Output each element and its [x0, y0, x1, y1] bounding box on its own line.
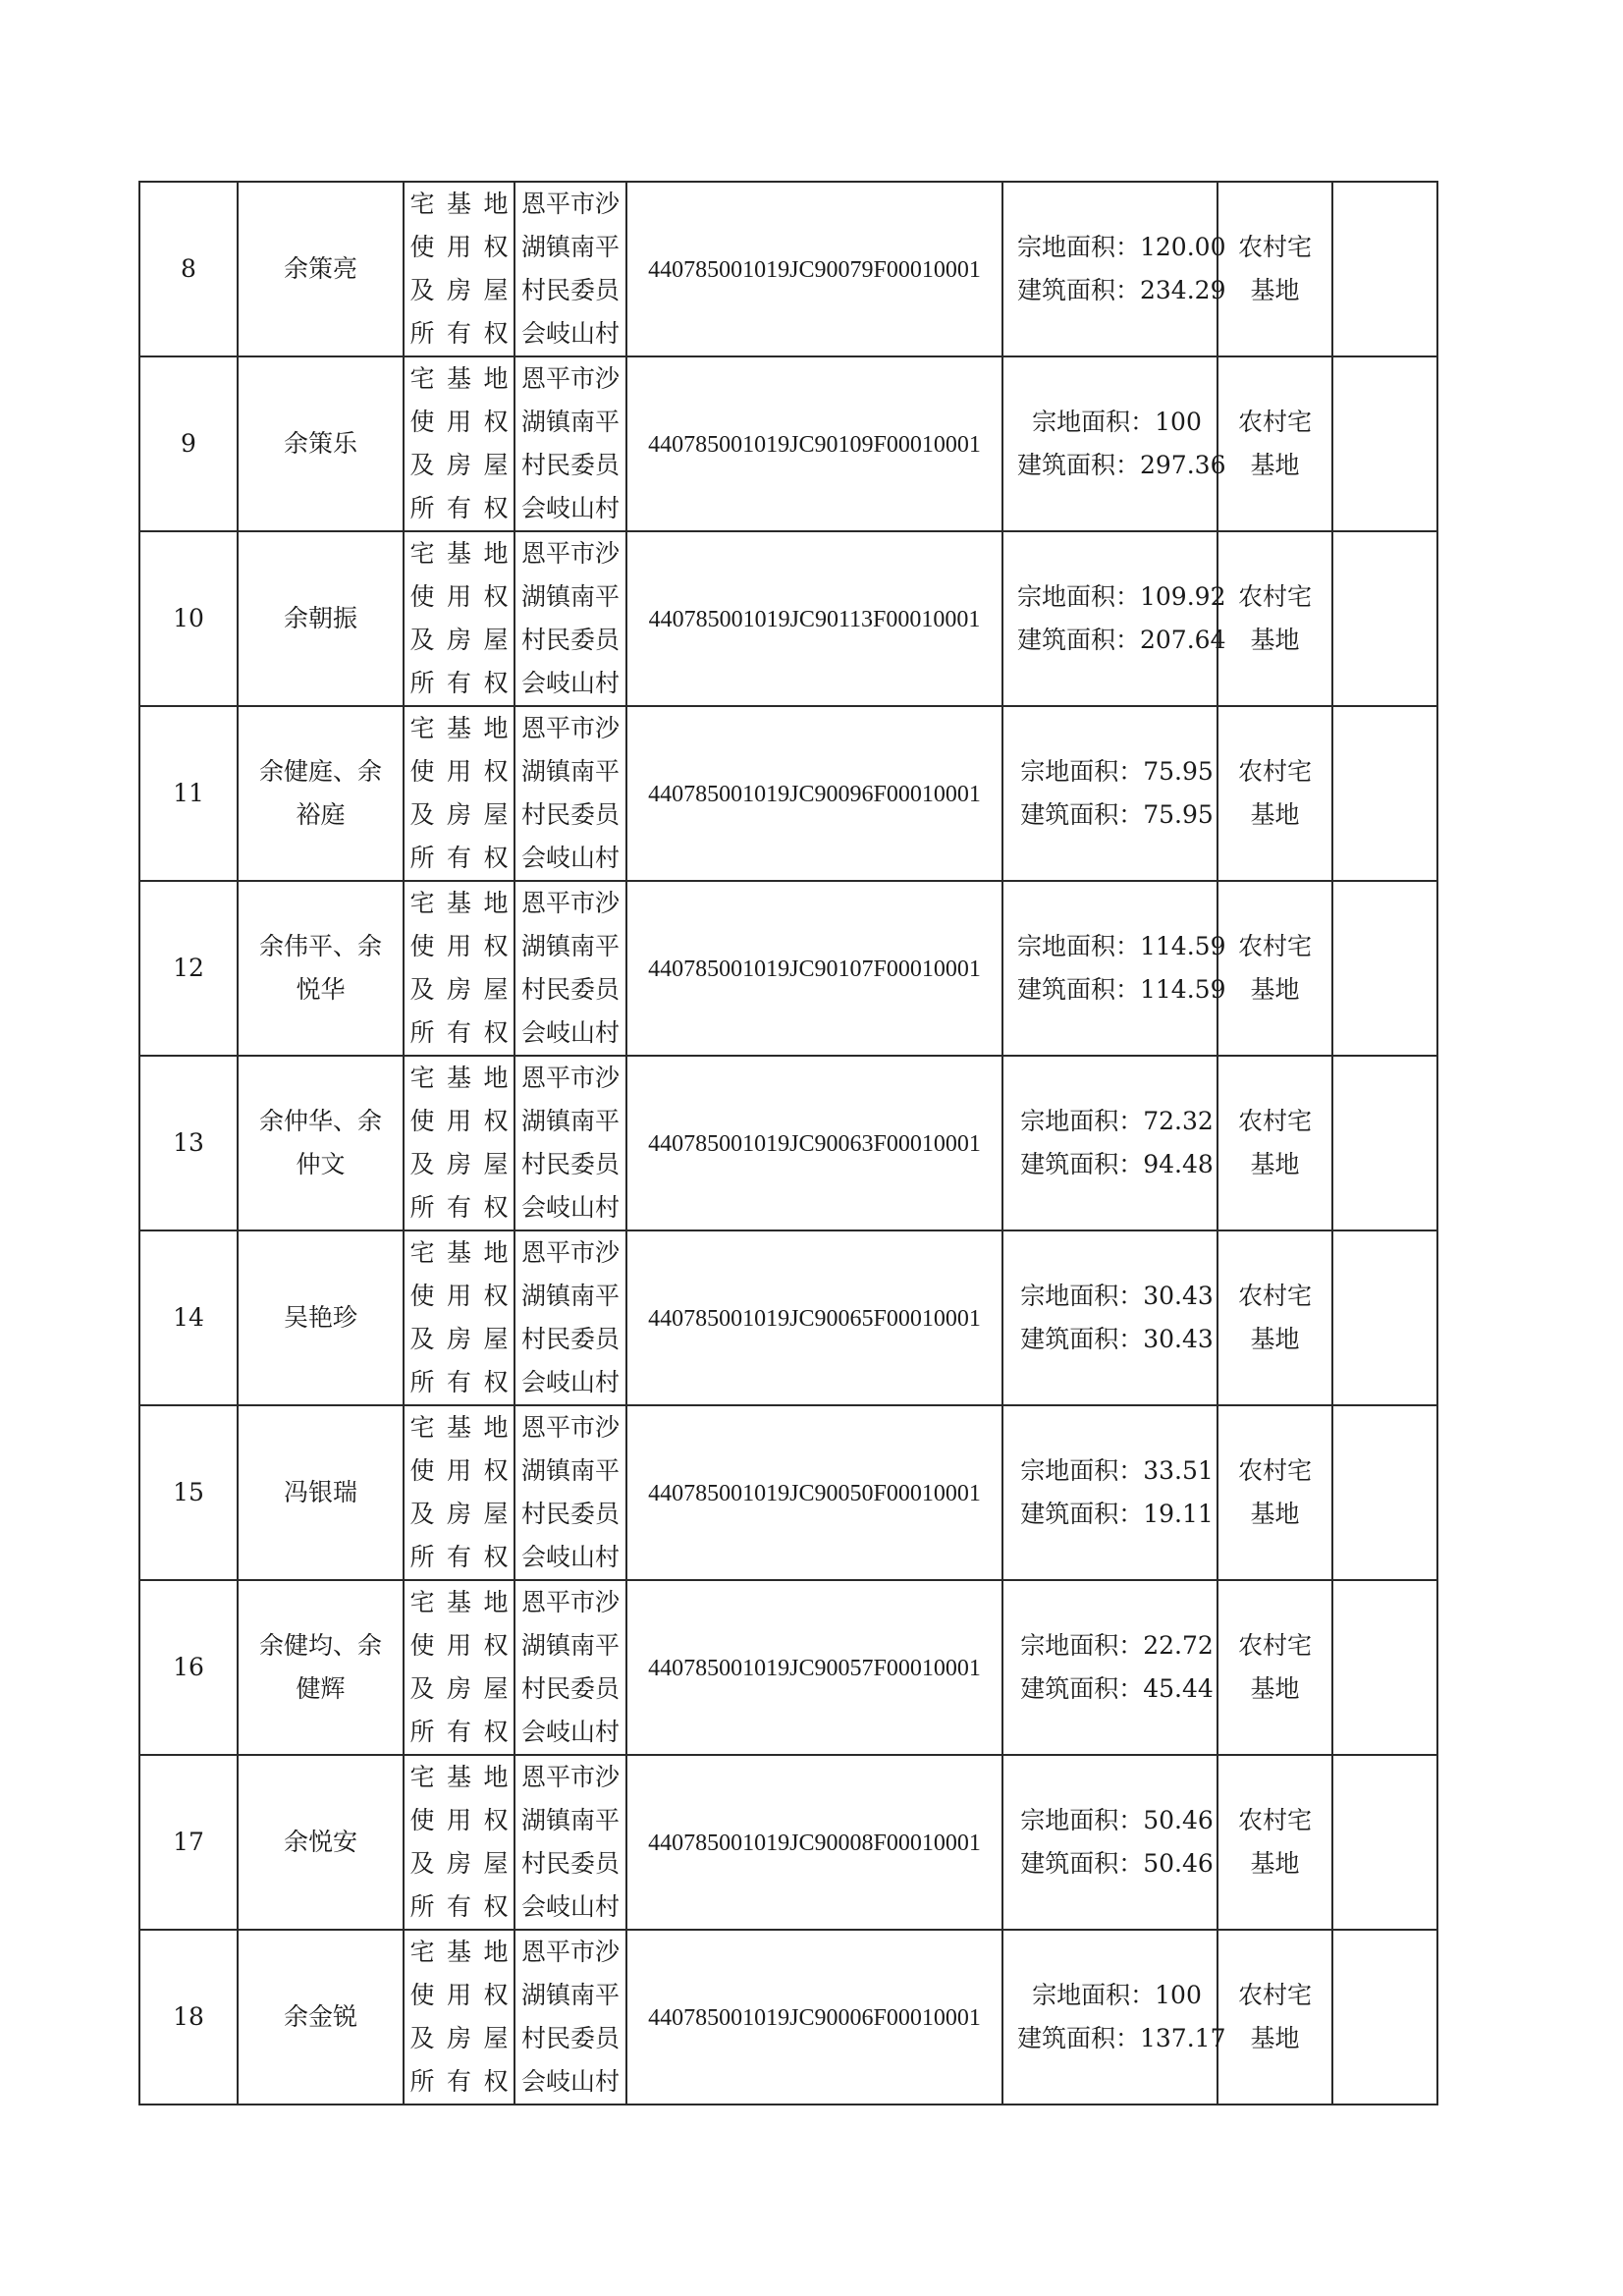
unit-code-cell — [626, 881, 1002, 1056]
land-use-line: 农村宅 — [1237, 582, 1312, 611]
owner-name-cell — [238, 531, 404, 706]
right-type-text — [410, 882, 509, 1055]
right-type-text — [410, 1756, 509, 1929]
land-use-cell — [1217, 1056, 1332, 1230]
location-text — [521, 1756, 620, 1929]
right-type-line: 宅基地 — [409, 889, 509, 917]
serial-number-cell — [139, 182, 238, 356]
location-cell — [514, 531, 626, 706]
serial-number: 10 — [173, 604, 204, 632]
owner-name-line: 余伟平、余 — [258, 932, 382, 960]
land-area: 宗地面积：120.00 — [1017, 233, 1226, 261]
right-type-text — [410, 1931, 509, 2104]
table-row — [139, 1056, 1437, 1230]
remark-cell — [1332, 1056, 1437, 1230]
unit-code-cell — [626, 1930, 1002, 2105]
location-cell — [514, 1930, 626, 2105]
area-cell — [1002, 1755, 1217, 1930]
right-type-text — [410, 1057, 509, 1230]
right-type-line: 宅基地 — [409, 714, 509, 742]
unit-code: 440785001019JC90057F00010001 — [648, 1655, 981, 1681]
owner-name-line: 余仲华、余 — [258, 1107, 382, 1135]
land-use-cell — [1217, 1755, 1332, 1930]
land-area: 宗地面积：75.95 — [1020, 757, 1214, 786]
owner-name-cell — [238, 1580, 404, 1755]
unit-code-cell — [626, 706, 1002, 881]
land-area: 宗地面积：50.46 — [1020, 1806, 1214, 1834]
right-type-line: 所有权 — [409, 669, 509, 697]
building-area: 建筑面积：94.48 — [1020, 1150, 1214, 1178]
area-cell — [1002, 1230, 1217, 1405]
right-type-line: 及房屋 — [409, 1849, 509, 1878]
unit-code-cell — [626, 1230, 1002, 1405]
owner-name-cell — [238, 881, 404, 1056]
building-area: 建筑面积：114.59 — [1017, 975, 1226, 1004]
location-text — [521, 1406, 620, 1579]
right-type-line: 及房屋 — [409, 451, 509, 479]
unit-code: 440785001019JC90107F00010001 — [648, 956, 981, 982]
serial-number: 9 — [181, 429, 196, 458]
location-line: 恩平市沙 — [521, 539, 621, 568]
right-type-line: 宅基地 — [409, 190, 509, 218]
right-type-cell — [404, 356, 514, 531]
land-use-cell — [1217, 531, 1332, 706]
remark-cell — [1332, 1405, 1437, 1580]
location-text — [521, 1231, 620, 1404]
unit-code: 440785001019JC90079F00010001 — [648, 256, 981, 283]
serial-number: 16 — [173, 1653, 204, 1681]
right-type-line: 所有权 — [409, 1193, 509, 1222]
owner-name-line: 悦华 — [296, 975, 346, 1004]
right-type-text — [410, 1406, 509, 1579]
right-type-line: 所有权 — [409, 1543, 509, 1571]
table-row — [139, 182, 1437, 356]
building-area: 建筑面积：50.46 — [1020, 1849, 1214, 1878]
land-use-line: 基地 — [1250, 1674, 1300, 1703]
right-type-line: 所有权 — [409, 1892, 509, 1921]
owner-name-cell — [238, 1755, 404, 1930]
location-line: 会岐山村 — [521, 844, 621, 872]
table-row — [139, 531, 1437, 706]
property-rights-table — [138, 181, 1438, 2105]
right-type-text — [410, 183, 509, 355]
right-type-text — [410, 357, 509, 530]
location-line: 会岐山村 — [521, 2067, 621, 2096]
right-type-line: 宅基地 — [409, 364, 509, 393]
owner-name-line: 余朝振 — [283, 604, 357, 632]
unit-code: 440785001019JC90109F00010001 — [648, 431, 981, 458]
land-area: 宗地面积：114.59 — [1017, 932, 1226, 960]
location-line: 恩平市沙 — [521, 190, 621, 218]
location-line: 村民委员 — [521, 800, 621, 829]
serial-number-cell — [139, 1930, 238, 2105]
location-cell — [514, 1230, 626, 1405]
right-type-line: 所有权 — [409, 2067, 509, 2096]
land-use-line: 基地 — [1250, 626, 1300, 654]
right-type-line: 所有权 — [409, 844, 509, 872]
right-type-line: 使用权 — [409, 1456, 509, 1485]
unit-code: 440785001019JC90065F00010001 — [648, 1305, 981, 1332]
location-line: 村民委员 — [521, 276, 621, 304]
location-line: 村民委员 — [521, 975, 621, 1004]
location-cell — [514, 1056, 626, 1230]
location-line: 恩平市沙 — [521, 1588, 621, 1616]
location-line: 湖镇南平 — [521, 1282, 621, 1310]
table-row — [139, 881, 1437, 1056]
right-type-text — [410, 1581, 509, 1754]
owner-name-line: 仲文 — [296, 1150, 346, 1178]
table-body — [139, 182, 1437, 2105]
land-use-line: 农村宅 — [1237, 1806, 1312, 1834]
land-use-line: 农村宅 — [1237, 1456, 1312, 1485]
right-type-cell — [404, 1405, 514, 1580]
remark-cell — [1332, 1755, 1437, 1930]
location-line: 村民委员 — [521, 1325, 621, 1353]
area-cell — [1002, 531, 1226, 706]
area-cell — [1002, 706, 1217, 881]
location-text — [521, 707, 620, 880]
area-cell — [1002, 1580, 1217, 1755]
building-area: 建筑面积：207.64 — [1017, 626, 1226, 654]
serial-number: 13 — [173, 1128, 204, 1157]
owner-name-line: 余悦安 — [283, 1828, 357, 1856]
location-line: 村民委员 — [521, 451, 621, 479]
land-use-cell — [1217, 1405, 1332, 1580]
remark-cell — [1332, 1930, 1437, 2105]
serial-number-cell — [139, 1056, 238, 1230]
right-type-cell — [404, 706, 514, 881]
remark-cell — [1332, 881, 1437, 1056]
right-type-text — [410, 532, 509, 705]
location-text — [521, 882, 620, 1055]
right-type-line: 所有权 — [409, 319, 509, 348]
owner-name-line: 裕庭 — [296, 800, 346, 829]
table-row — [139, 1755, 1437, 1930]
unit-code-cell — [626, 182, 1002, 356]
location-cell — [514, 1580, 626, 1755]
right-type-line: 及房屋 — [409, 1325, 509, 1353]
serial-number-cell — [139, 1755, 238, 1930]
right-type-line: 及房屋 — [409, 1500, 509, 1528]
land-use-line: 基地 — [1250, 800, 1300, 829]
serial-number: 17 — [173, 1828, 204, 1856]
land-use-line: 农村宅 — [1237, 1282, 1312, 1310]
table-row — [139, 1405, 1437, 1580]
owner-name-cell — [238, 356, 404, 531]
serial-number-cell — [139, 531, 238, 706]
serial-number-cell — [139, 1405, 238, 1580]
location-line: 村民委员 — [521, 1674, 621, 1703]
area-cell — [1002, 1405, 1217, 1580]
land-use-cell — [1217, 1580, 1332, 1755]
land-area: 宗地面积：109.92 — [1017, 582, 1226, 611]
area-cell — [1002, 182, 1226, 356]
right-type-line: 使用权 — [409, 1806, 509, 1834]
remark-cell — [1332, 182, 1437, 356]
right-type-cell — [404, 1755, 514, 1930]
land-use-line: 基地 — [1250, 1500, 1300, 1528]
land-use-cell — [1217, 1230, 1332, 1405]
serial-number-cell — [139, 1580, 238, 1755]
table-row — [139, 356, 1437, 531]
area-cell — [1002, 1056, 1217, 1230]
right-type-line: 宅基地 — [409, 1064, 509, 1092]
land-use-cell — [1217, 881, 1332, 1056]
land-area: 宗地面积：30.43 — [1020, 1282, 1214, 1310]
building-area: 建筑面积：137.17 — [1017, 2024, 1226, 2052]
location-line: 湖镇南平 — [521, 582, 621, 611]
unit-code-cell — [626, 531, 1002, 706]
building-area: 建筑面积：19.11 — [1020, 1500, 1214, 1528]
location-cell — [514, 182, 626, 356]
owner-name-cell — [238, 1930, 404, 2105]
location-text — [521, 532, 620, 705]
owner-name-cell — [238, 1056, 404, 1230]
right-type-line: 及房屋 — [409, 800, 509, 829]
table-row — [139, 1930, 1437, 2105]
location-line: 恩平市沙 — [521, 1238, 621, 1267]
land-use-cell — [1217, 182, 1332, 356]
right-type-line: 宅基地 — [409, 1413, 509, 1442]
land-area: 宗地面积：22.72 — [1020, 1631, 1214, 1660]
location-line: 湖镇南平 — [521, 1806, 621, 1834]
remark-cell — [1332, 531, 1437, 706]
location-line: 村民委员 — [521, 1849, 621, 1878]
building-area: 建筑面积：297.36 — [1017, 451, 1226, 479]
location-line: 湖镇南平 — [521, 408, 621, 436]
location-line: 会岐山村 — [521, 319, 621, 348]
right-type-line: 使用权 — [409, 408, 509, 436]
table-row — [139, 706, 1437, 881]
right-type-cell — [404, 182, 514, 356]
location-text — [521, 1931, 620, 2104]
owner-name-line: 健辉 — [296, 1674, 346, 1703]
owner-name-line: 余策亮 — [283, 254, 357, 283]
unit-code-cell — [626, 1056, 1002, 1230]
unit-code-cell — [626, 1405, 1002, 1580]
building-area: 建筑面积：75.95 — [1020, 800, 1214, 829]
right-type-line: 所有权 — [409, 494, 509, 522]
land-use-line: 基地 — [1250, 975, 1300, 1004]
owner-name-cell — [238, 706, 404, 881]
serial-number-cell — [139, 881, 238, 1056]
right-type-line: 宅基地 — [409, 1588, 509, 1616]
right-type-line: 宅基地 — [409, 1763, 509, 1791]
location-line: 会岐山村 — [521, 1193, 621, 1222]
location-line: 湖镇南平 — [521, 1631, 621, 1660]
right-type-line: 使用权 — [409, 1631, 509, 1660]
unit-code: 440785001019JC90096F00010001 — [648, 781, 981, 807]
location-text — [521, 357, 620, 530]
location-line: 恩平市沙 — [521, 1064, 621, 1092]
right-type-line: 及房屋 — [409, 276, 509, 304]
remark-cell — [1332, 1230, 1437, 1405]
right-type-line: 及房屋 — [409, 1674, 509, 1703]
location-line: 恩平市沙 — [521, 1938, 621, 1966]
right-type-cell — [404, 531, 514, 706]
right-type-line: 及房屋 — [409, 626, 509, 654]
location-line: 湖镇南平 — [521, 757, 621, 786]
right-type-text — [410, 1231, 509, 1404]
serial-number: 11 — [173, 779, 204, 807]
owner-name-line: 余健庭、余 — [258, 757, 382, 786]
right-type-line: 宅基地 — [409, 539, 509, 568]
unit-code: 440785001019JC90006F00010001 — [648, 2004, 981, 2031]
land-use-line: 农村宅 — [1237, 932, 1312, 960]
land-area: 宗地面积：100 — [1032, 1981, 1202, 2009]
location-line: 湖镇南平 — [521, 1981, 621, 2009]
location-cell — [514, 881, 626, 1056]
land-use-line: 基地 — [1250, 1150, 1300, 1178]
location-line: 恩平市沙 — [521, 364, 621, 393]
right-type-line: 所有权 — [409, 1368, 509, 1396]
right-type-line: 及房屋 — [409, 1150, 509, 1178]
location-line: 会岐山村 — [521, 1368, 621, 1396]
land-area: 宗地面积：33.51 — [1020, 1456, 1214, 1485]
location-line: 村民委员 — [521, 1150, 621, 1178]
building-area: 建筑面积：30.43 — [1020, 1325, 1214, 1353]
owner-name-cell — [238, 1405, 404, 1580]
owner-name-line: 余金锐 — [283, 2002, 357, 2031]
owner-name-line: 余策乐 — [283, 429, 357, 458]
location-line: 湖镇南平 — [521, 1107, 621, 1135]
location-line: 湖镇南平 — [521, 1456, 621, 1485]
land-use-line: 农村宅 — [1237, 1981, 1312, 2009]
right-type-line: 所有权 — [409, 1718, 509, 1746]
right-type-line: 所有权 — [409, 1018, 509, 1047]
right-type-text — [410, 707, 509, 880]
serial-number: 8 — [181, 254, 196, 283]
owner-name-cell — [238, 1230, 404, 1405]
serial-number-cell — [139, 356, 238, 531]
location-line: 村民委员 — [521, 626, 621, 654]
location-line: 湖镇南平 — [521, 233, 621, 261]
location-text — [521, 1581, 620, 1754]
right-type-cell — [404, 1230, 514, 1405]
right-type-line: 及房屋 — [409, 975, 509, 1004]
owner-name-line: 余健均、余 — [258, 1631, 382, 1660]
right-type-line: 使用权 — [409, 757, 509, 786]
serial-number-cell — [139, 706, 238, 881]
area-cell — [1002, 356, 1226, 531]
location-line: 恩平市沙 — [521, 1763, 621, 1791]
unit-code: 440785001019JC90050F00010001 — [648, 1480, 981, 1506]
land-use-line: 农村宅 — [1237, 757, 1312, 786]
table-row — [139, 1580, 1437, 1755]
location-cell — [514, 1755, 626, 1930]
unit-code: 440785001019JC90113F00010001 — [648, 606, 981, 632]
right-type-line: 及房屋 — [409, 2024, 509, 2052]
location-cell — [514, 356, 626, 531]
right-type-cell — [404, 881, 514, 1056]
land-use-line: 农村宅 — [1237, 408, 1312, 436]
right-type-line: 宅基地 — [409, 1238, 509, 1267]
right-type-line: 使用权 — [409, 233, 509, 261]
right-type-line: 使用权 — [409, 582, 509, 611]
location-line: 会岐山村 — [521, 1892, 621, 1921]
location-line: 会岐山村 — [521, 494, 621, 522]
land-use-cell — [1217, 356, 1332, 531]
location-cell — [514, 706, 626, 881]
unit-code: 440785001019JC90008F00010001 — [648, 1830, 981, 1856]
owner-name-line: 冯银瑞 — [283, 1478, 357, 1506]
remark-cell — [1332, 356, 1437, 531]
land-use-cell — [1217, 1930, 1332, 2105]
land-use-line: 基地 — [1250, 451, 1300, 479]
land-use-line: 农村宅 — [1237, 233, 1312, 261]
location-line: 会岐山村 — [521, 1718, 621, 1746]
location-cell — [514, 1405, 626, 1580]
serial-number: 12 — [173, 954, 204, 982]
location-line: 村民委员 — [521, 1500, 621, 1528]
serial-number: 18 — [173, 2002, 204, 2031]
land-use-line: 农村宅 — [1237, 1631, 1312, 1660]
land-use-cell — [1217, 706, 1332, 881]
building-area: 建筑面积：45.44 — [1020, 1674, 1214, 1703]
remark-cell — [1332, 1580, 1437, 1755]
right-type-line: 宅基地 — [409, 1938, 509, 1966]
serial-number-cell — [139, 1230, 238, 1405]
location-line: 湖镇南平 — [521, 932, 621, 960]
location-line: 恩平市沙 — [521, 1413, 621, 1442]
location-line: 恩平市沙 — [521, 889, 621, 917]
location-text — [521, 1057, 620, 1230]
right-type-cell — [404, 1930, 514, 2105]
location-line: 会岐山村 — [521, 1018, 621, 1047]
unit-code-cell — [626, 1580, 1002, 1755]
unit-code-cell — [626, 1755, 1002, 1930]
table-row — [139, 1230, 1437, 1405]
right-type-line: 使用权 — [409, 932, 509, 960]
land-use-line: 基地 — [1250, 276, 1300, 304]
land-use-line: 农村宅 — [1237, 1107, 1312, 1135]
area-cell — [1002, 1930, 1226, 2105]
location-line: 恩平市沙 — [521, 714, 621, 742]
land-use-line: 基地 — [1250, 2024, 1300, 2052]
right-type-line: 使用权 — [409, 1282, 509, 1310]
land-area: 宗地面积：100 — [1032, 408, 1202, 436]
serial-number: 14 — [173, 1303, 204, 1332]
owner-name-line: 吴艳珍 — [283, 1303, 357, 1332]
area-cell — [1002, 881, 1226, 1056]
location-line: 村民委员 — [521, 2024, 621, 2052]
serial-number: 15 — [173, 1478, 204, 1506]
unit-code: 440785001019JC90063F00010001 — [648, 1130, 981, 1157]
right-type-line: 使用权 — [409, 1981, 509, 2009]
location-line: 会岐山村 — [521, 669, 621, 697]
land-use-line: 基地 — [1250, 1849, 1300, 1878]
right-type-cell — [404, 1056, 514, 1230]
location-line: 会岐山村 — [521, 1543, 621, 1571]
right-type-cell — [404, 1580, 514, 1755]
land-use-line: 基地 — [1250, 1325, 1300, 1353]
building-area: 建筑面积：234.29 — [1017, 276, 1226, 304]
remark-cell — [1332, 706, 1437, 881]
right-type-line: 使用权 — [409, 1107, 509, 1135]
unit-code-cell — [626, 356, 1002, 531]
location-text — [521, 183, 620, 355]
owner-name-cell — [238, 182, 404, 356]
land-area: 宗地面积：72.32 — [1020, 1107, 1214, 1135]
